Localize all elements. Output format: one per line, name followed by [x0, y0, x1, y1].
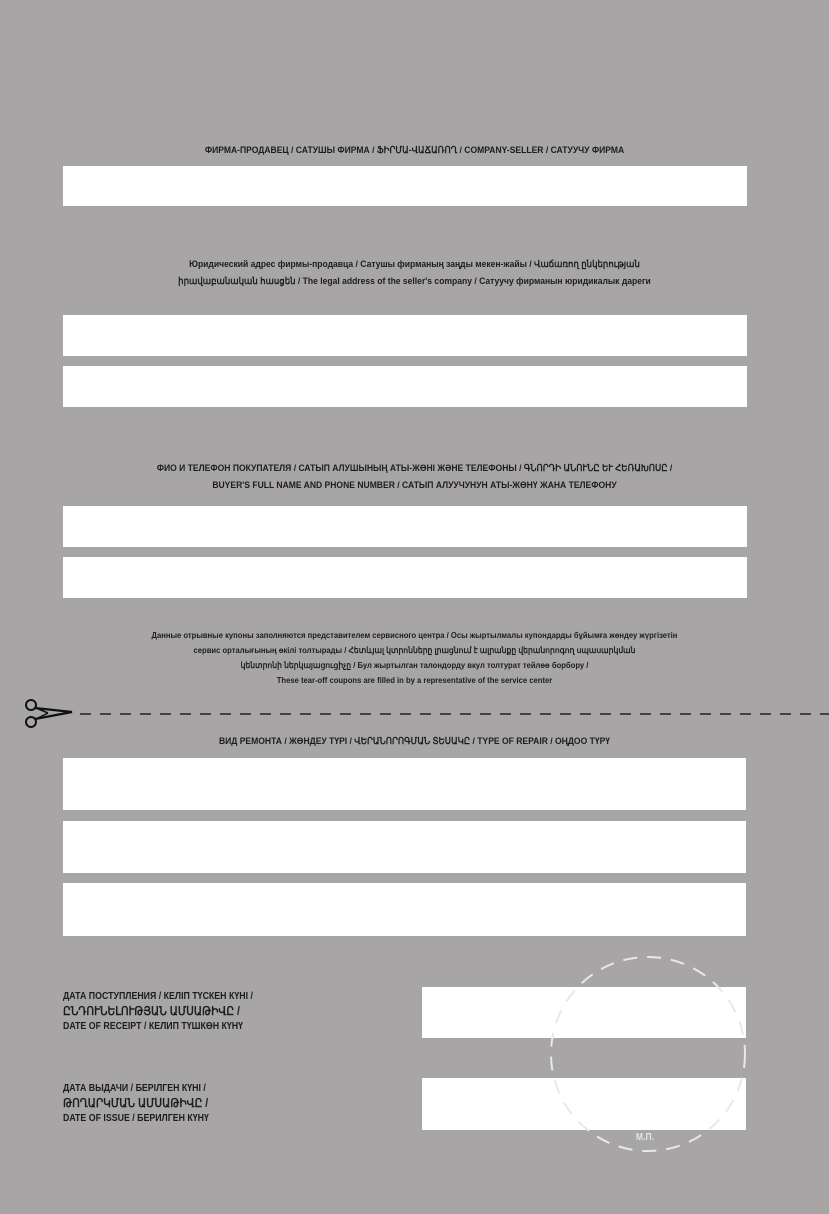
issue-date-label [63, 1081, 209, 1126]
issue-line-2: ԹՈՂԱՐԿՄԱՆ ԱՄՍԱԹԻՎԸ / [63, 1096, 209, 1110]
receipt-date-label [63, 989, 253, 1034]
cut-line [0, 695, 829, 735]
scissors-icon [26, 700, 72, 727]
legal-address-label-line-2: իրավաբանական հասցեն / The legal address of the seller's company / Сатуучу фирманын юридикалык дареги [178, 276, 651, 287]
seller-label: ФИРМА-ПРОДАВЕЦ / САТУШЫ ФИРМА / ՖԻՐՄԱ-ՎԱՃԱՌՈՂ / COMPANY-SELLER / САТУУЧУ ФИРМА [204, 145, 625, 156]
receipt-line-2: ԸՆԴՈՒՆԵԼՈՒԹՅԱՆ ԱՄՍԱԹԻՎԸ / [63, 1004, 240, 1018]
notice-line-4: These tear-off coupons are filled in by a representative of the service center [276, 675, 553, 685]
tear-off-notice [41, 628, 787, 688]
buyer-field-2[interactable] [63, 557, 747, 598]
repair-field-3[interactable] [63, 883, 746, 936]
stamp-circle [548, 954, 748, 1154]
legal-address-field-2[interactable] [63, 366, 747, 407]
legal-address-label-line-1: Юридический адрес фирмы-продавца / Сатушы фирманың заңды мекен-жайы / Վաճառող ընկերության [189, 259, 640, 270]
buyer-label-line-1: ФИО И ТЕЛЕФОН ПОКУПАТЕЛЯ / САТЫП АЛУШЫНЫҢ АТЫ-ЖӨНІ ЖӘНЕ ТЕЛЕФОНЫ / ԳՆՈՐԴԻ ԱՆՈՒՆԸ ԵՒ ՀԵՌԱԽՈՍԸ / [156, 463, 673, 474]
receipt-line-3: DATE OF RECEIPT / КЕЛИП ТҮШКӨН КҮНҮ [63, 1021, 244, 1032]
stamp-label: М.П. [636, 1132, 654, 1143]
buyer-label-line-2: BUYER'S FULL NAME AND PHONE NUMBER / САТЫП АЛУУЧУНУН АТЫ-ЖӨНҮ ЖАНА ТЕЛЕФОНУ [212, 480, 617, 491]
legal-address-field-1[interactable] [63, 315, 747, 356]
issue-line-1: ДАТА ВЫДАЧИ / БЕРІЛГЕН КҮНІ / [63, 1083, 206, 1094]
issue-line-3: DATE OF ISSUE / БЕРИЛГЕН КҮНҮ [63, 1113, 209, 1124]
receipt-line-1: ДАТА ПОСТУПЛЕНИЯ / КЕЛІП ТҮСКЕН КҮНІ / [63, 991, 253, 1002]
repair-field-1[interactable] [63, 758, 746, 810]
legal-address-label [41, 256, 787, 290]
seller-field[interactable] [63, 166, 747, 206]
buyer-label [41, 460, 787, 494]
notice-line-1: Данные отрывные купоны заполняются представителем сервисного центра / Осы жыртылмалы купондарды бұйымға жөндеу жүргізетін [151, 630, 678, 640]
notice-line-3: կենտրոնի ներկայացուցիչը / Бул жыртылган талондорду вкул толтурат тейлөө борбору / [240, 660, 589, 670]
repair-label: ВИД РЕМОНТА / ЖӨНДЕУ ТҮРІ / ՎԵՐԱՆՈՐՈԳՄԱՆ ՏԵՍԱԿԸ / TYPE OF REPAIR / ОҢДОО ТҮРҮ [218, 736, 611, 747]
buyer-field-1[interactable] [63, 506, 747, 547]
notice-line-2: сервис орталығының өкілі толтырады / Հետևյալ կտրոնները լրացնում է ալրանքը վերանորոգող սպասարկման [193, 645, 636, 655]
repair-field-2[interactable] [63, 821, 746, 873]
